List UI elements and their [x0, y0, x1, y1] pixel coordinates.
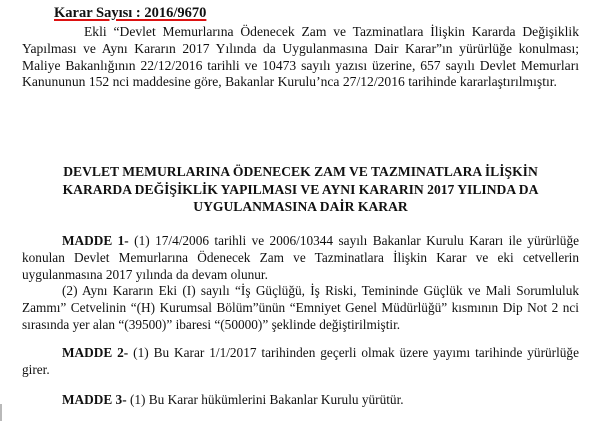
article-1-paragraph-1 — [22, 233, 579, 283]
intro-paragraph: Ekli “Devlet Memurlarına Ödenecek Zam ve Tazminatlara İlişkin Kararda Değişiklik Yapılması ve Aynı Kararın 2017 Yılında da Uygulanmasına Dair Karar”ın yürürlüğe konulması; Maliye Bakanlığının 22/12/2016 tarihli ve 10473 sayılı yazısı üzerine, 657 sayılı Devlet Memurları Kanununun 152 nci maddesine göre, Bakanlar Kurulu’nca 27/12/2016 tarihinde kararlaştırılmıştır. — [22, 24, 579, 90]
article-3 — [22, 392, 579, 409]
article-1-label: MADDE 1- — [62, 233, 129, 248]
article-2-label: MADDE 2- — [62, 345, 129, 360]
heading-line-2: KARARDA DEĞİŞİKLİK YAPILMASI VE AYNI KARARIN 2017 YILINDA DA — [62, 181, 539, 197]
decision-number-label: Karar Sayısı : 2016/9670 — [54, 5, 207, 21]
article-2-paragraph — [22, 345, 579, 379]
article-1-paragraph-2: (2) Aynı Kararın Eki (I) sayılı “İş Güçlüğü, İş Riski, Temininde Güçlük ve Mali Sorumluluk Zammı” Cetvelinin “(H) Kurumsal Bölüm”ünün “Emniyet Genel Müdürlüğü” kısmının Dip Not 2 nci sırasında yer alan “(39500)” ibaresi “(50000)” şeklinde değiştirilmiştir. — [22, 283, 579, 332]
decision-number-title — [54, 5, 206, 22]
article-1 — [22, 233, 579, 334]
article-3-paragraph — [22, 392, 579, 409]
heading-line-3: UYGULANMASINA DAİR KARAR — [193, 199, 408, 214]
article-3-text: (1) Bu Karar hükümlerini Bakanlar Kurulu yürütür. — [126, 392, 404, 407]
intro-section — [22, 24, 579, 91]
article-2-text: (1) Bu Karar 1/1/2017 tarihinden geçerli olmak üzere yayımı tarihinde yürürlüğe girer. — [22, 345, 579, 377]
article-3-label: MADDE 3- — [62, 392, 127, 407]
article-2 — [22, 345, 579, 379]
heading-line-1: DEVLET MEMURLARINA ÖDENECEK ZAM VE TAZMINATLARA İLİŞKİN — [63, 164, 538, 179]
decision-heading — [22, 163, 579, 216]
page-edge-marker — [0, 404, 2, 421]
article-1-text-1: (1) 17/4/2006 tarihli ve 2006/10344 sayılı Bakanlar Kurulu Kararı ile yürürlüğe konulan Devlet Memurlarına Ödenecek Zam ve Tazminatlara İlişkin Karar ve eki cetvellerin uygulanmasına 2017 yılında da devam olunur. — [22, 233, 579, 282]
